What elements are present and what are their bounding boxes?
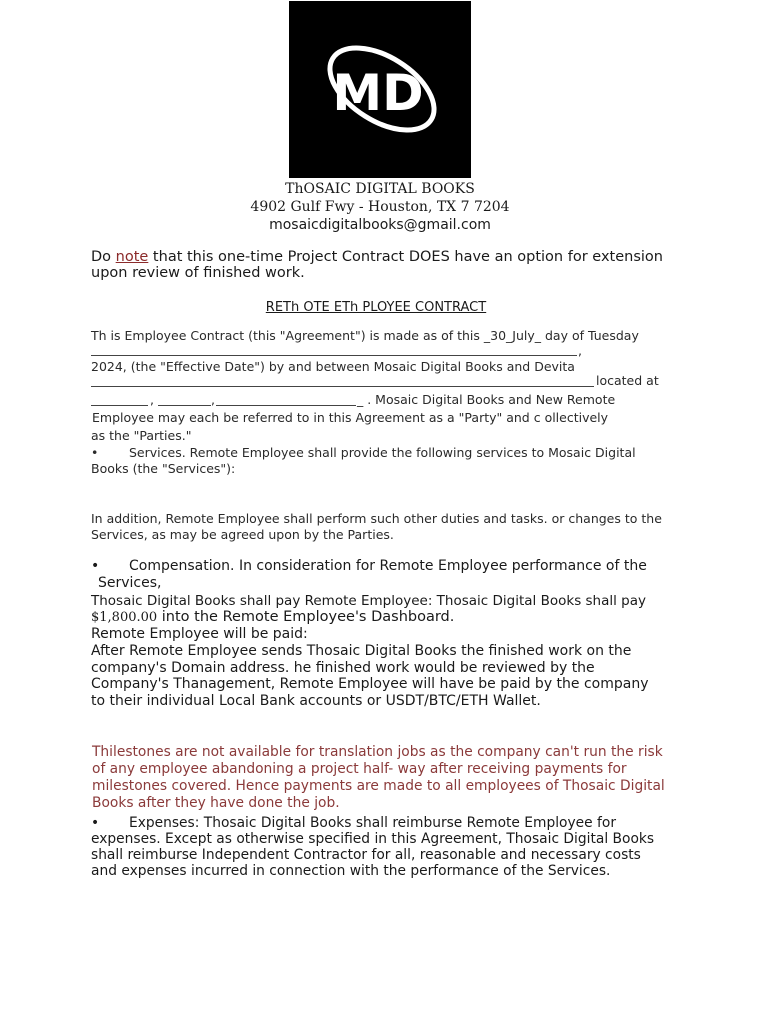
agreement-line-2: , bbox=[578, 343, 582, 358]
payment-amount: $1,800.00 bbox=[91, 610, 158, 625]
compensation-line-3: Thosaic Digital Books shall pay Remote Employee: Thosaic Digital Books shall pay bbox=[91, 593, 647, 609]
note-prefix: Do bbox=[91, 249, 116, 265]
blank-line bbox=[216, 405, 356, 406]
compensation-bullet-row bbox=[91, 558, 647, 574]
contract-title: RETh OTE ETh PLOYEE CONTRACT bbox=[265, 300, 487, 315]
compensation-paragraph: After Remote Employee sends Thosaic Digital Books the finished work on the company's Domain address. he finished work would be reviewed by the Company's Thanagement, Remote Employee will have be paid by the company to their individual Local Bank accounts or USDT/BTC/ETH Wallet. bbox=[91, 643, 649, 709]
expenses-bullet: • bbox=[91, 815, 100, 831]
company-name: ThOSAIC DIGITAL BOOKS bbox=[285, 181, 475, 197]
additional-duties: In addition, Remote Employee shall perform such other duties and tasks. or changes to the Services, as may be agreed upon by the Parties. bbox=[91, 511, 662, 542]
expenses-paragraph: expenses. Except as otherwise specified in this Agreement, Thosaic Digital Books shall reimburse Independent Contractor for all, reasonable and necessary costs and expenses incurred in connection with the performance of the Services. bbox=[91, 831, 655, 879]
blank-line bbox=[158, 405, 211, 406]
agreement-comma-2: , bbox=[211, 392, 215, 407]
milestones-notice: Thilestones are not available for translation jobs as the company can't run the risk of any employee abandoning a project half- way after receiving payments for milestones covered. Hence payments are made to all employees of Thosaic Digital Books after they have done the job. bbox=[92, 744, 665, 811]
expenses-bullet-row bbox=[91, 815, 616, 831]
company-email: mosaicdigitalbooks@gmail.com bbox=[269, 217, 491, 233]
note-link[interactable]: note bbox=[115, 249, 149, 265]
logo-text: MD bbox=[332, 64, 424, 122]
company-address: 4902 Gulf Fwy - Houston, TX 7 7204 bbox=[250, 199, 510, 215]
compensation-line-5: Remote Employee will be paid: bbox=[91, 626, 308, 642]
services-bullet-row bbox=[91, 445, 636, 460]
services-line-2: Books (the "Services"): bbox=[91, 461, 236, 476]
expenses-line-1: Expenses: Thosaic Digital Books shall reimburse Remote Employee for bbox=[129, 815, 616, 831]
company-logo bbox=[289, 1, 471, 178]
compensation-line-1: Compensation. In consideration for Remote Employee performance of the bbox=[129, 558, 647, 574]
agreement-line-7: as the "Parties." bbox=[91, 428, 192, 443]
agreement-line-4: located at bbox=[596, 373, 659, 388]
agreement-line-3: 2024, (the "Effective Date") by and between Mosaic Digital Books and Devita bbox=[91, 359, 575, 374]
agreement-line-5: _ . Mosaic Digital Books and New Remote bbox=[357, 392, 616, 407]
payment-destination: into the Remote Employee's Dashboard. bbox=[157, 609, 455, 625]
blank-line bbox=[91, 355, 577, 356]
compensation-line-4 bbox=[91, 609, 454, 625]
blank-line bbox=[91, 386, 594, 387]
note-text: that this one-time Project Contract DOES have an option for extension upon review of finished work. bbox=[91, 249, 663, 281]
agreement-comma-1: , bbox=[150, 392, 154, 407]
blank-line bbox=[91, 405, 148, 406]
services-bullet: • bbox=[91, 445, 99, 460]
note-paragraph bbox=[91, 249, 669, 281]
logo-swoosh-icon bbox=[289, 1, 471, 178]
services-line-1: Services. Remote Employee shall provide the following services to Mosaic Digital bbox=[129, 445, 636, 460]
compensation-line-2: Services, bbox=[98, 575, 162, 591]
agreement-line-1: Th is Employee Contract (this "Agreement") is made as of this _30_July_ day of Tuesday bbox=[91, 328, 639, 343]
agreement-line-6: Employee may each be referred to in this Agreement as a "Party" and c ollectively bbox=[92, 410, 609, 425]
compensation-bullet: • bbox=[91, 558, 100, 574]
